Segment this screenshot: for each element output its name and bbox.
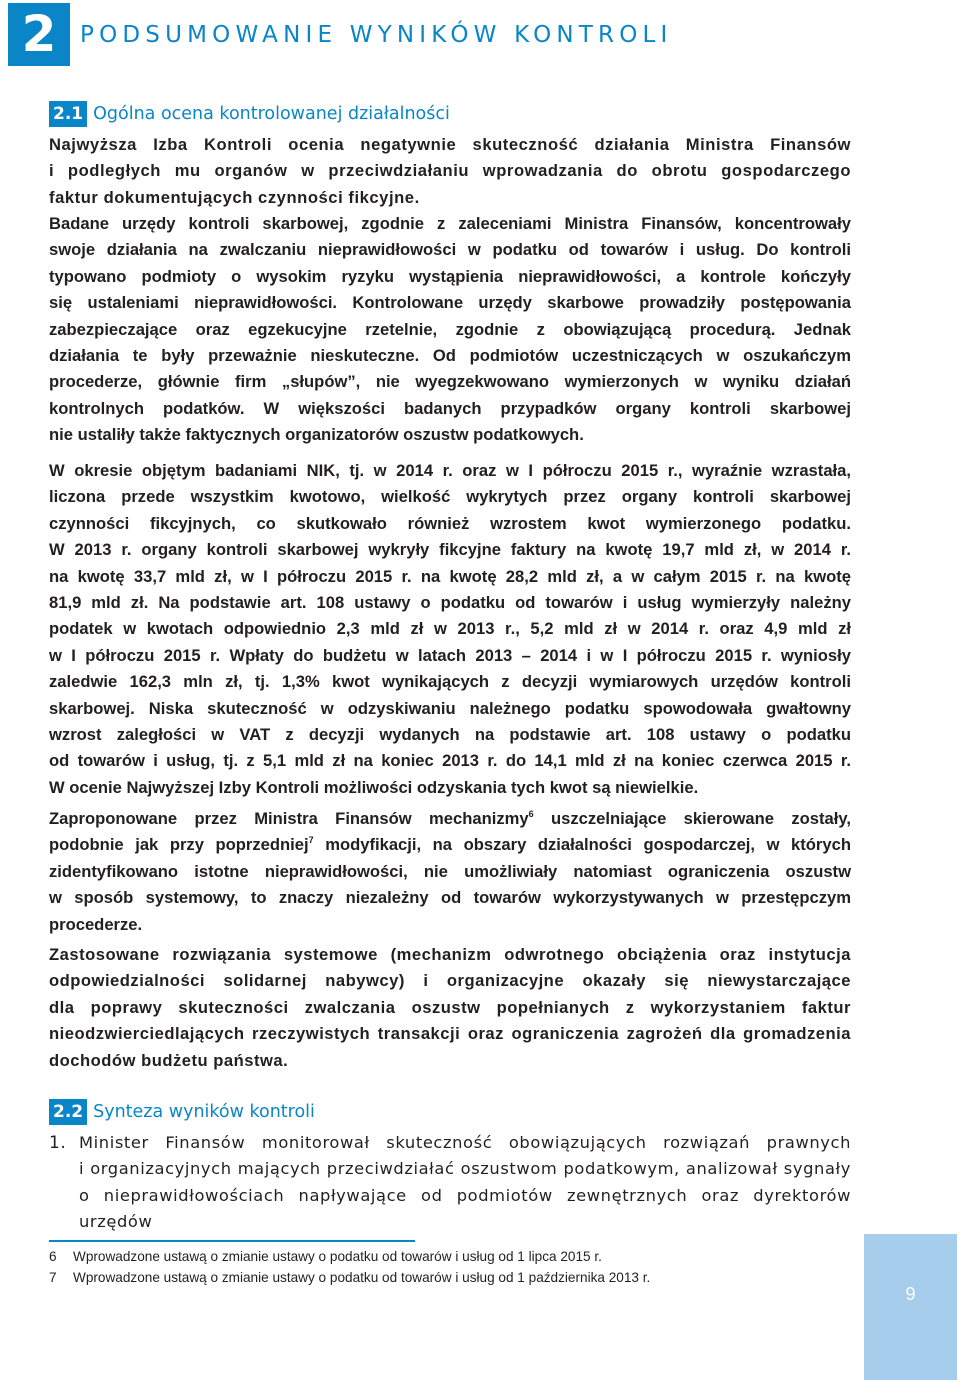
section-title: Synteza wyników kontroli: [93, 1102, 315, 1122]
section-number: 2.2: [49, 1099, 87, 1125]
text-line: procederze, głównie firm „słupów”, nie wyegzekwowano wymierzonych w wyniku działań: [49, 372, 851, 392]
text-line: typowano podmioty o wysokim ryzyku wystąpienia nieprawidłowości, a kontrole kończyły: [49, 266, 851, 286]
text-line: działania te były przeważnie nieskuteczne. Od podmiotów uczestniczących w oszukańczym: [49, 346, 851, 366]
text-line: skarbowej. Niska skuteczność w odzyskiwaniu należnego podatku spowodowała gwałtowny: [49, 698, 851, 718]
text-line: podatek w kwotach odpowiednio 2,3 mld zł w 2013 r., 5,2 mld zł w 2014 r. oraz 4,9 mld zł: [49, 619, 851, 639]
text-line: odpowiedzialności solidarnej nabywcy) i organizacyjne okazały się niewystarczające: [49, 971, 851, 991]
text-line: dochodów budżetu państwa.: [49, 1050, 289, 1070]
footnote-divider: [49, 1240, 415, 1242]
chapter-title: PODSUMOWANIE WYNIKÓW KONTROLI: [80, 22, 673, 48]
text-line: kontrolnych podatków. W większości badanych przypadków organy kontroli skarbowej: [49, 398, 851, 418]
text-line: Minister Finansów monitorował skuteczność obowiązujących rozwiązań prawnych: [79, 1133, 851, 1152]
paragraph-overall-assessment: [49, 132, 851, 211]
footnote-6: [49, 1249, 602, 1264]
footnote-number: 6: [49, 1249, 57, 1264]
text-line: się ustaleniami nieprawidłowości. Kontrolowane urzędy skarbowe prowadziły postępowania: [49, 293, 851, 313]
text-line: [49, 806, 851, 832]
section-heading-2-2: [49, 1099, 315, 1125]
text-line: w I półroczu 2015 r. Wpłaty do budżetu w latach 2013 – 2014 i w I półroczu 2015 r. wyniosły: [49, 645, 851, 665]
footnote-text: Wprowadzone ustawą o zmianie ustawy o podatku od towarów i usług od 1 października 2013 r.: [73, 1270, 651, 1285]
text-line: W ocenie Najwyższej Izby Kontroli możliwości odzyskania tych kwot są niewielkie.: [49, 777, 699, 797]
section-title: Ogólna ocena kontrolowanej działalności: [93, 104, 450, 124]
text-line: i organizacyjnych mających przeciwdziałać oszustwom podatkowym, analizował sygnały: [79, 1159, 851, 1179]
section-number: 2.1: [49, 101, 87, 127]
text-fragment: uszczelniające skierowane zostały,: [551, 809, 851, 828]
text-line: liczona przede wszystkim kwotowo, wielkość wykrytych przez organy kontroli skarbowej: [49, 487, 851, 507]
text-line: czynności fikcyjnych, co skutkowało również wzrostem kwot wymierzonego podatku.: [49, 513, 851, 533]
footnote-ref[interactable]: 6: [528, 809, 534, 819]
section-heading-2-1: [49, 101, 450, 127]
text-line: zidentyfikowano istotne nieprawidłowości, nie umożliwiały natomiast ograniczenia oszustw: [49, 861, 851, 881]
text-line: zabezpieczające oraz egzekucyjne rzetelnie, zgodnie z obowiązującą procedurą. Jednak: [49, 319, 851, 339]
footnote-number: 7: [49, 1270, 57, 1285]
text-line: w sposób systemowy, to znaczy niezależny od towarów wykorzystywanych w przestępczym: [49, 888, 851, 908]
chapter-number-box: 2: [8, 3, 70, 66]
page-number-box: [864, 1234, 957, 1380]
text-line: W 2013 r. organy kontroli skarbowej wykryły fikcyjne faktury na kwotę 19,7 mld zł, w 2014 r.: [49, 540, 851, 560]
footnote-ref[interactable]: 7: [308, 835, 314, 846]
footnote-text: Wprowadzone ustawą o zmianie ustawy o podatku od towarów i usług od 1 lipca 2015 r.: [73, 1249, 602, 1264]
text-line: Zastosowane rozwiązania systemowe (mechanizm odwrotnego obciążenia oraz instytucja: [49, 945, 851, 964]
text-line: na kwotę 33,7 mld zł, w I półroczu 2015 r. na kwotę 28,2 mld zł, a w całym 2015 r. na kwotę: [49, 566, 851, 586]
list-item-1: [49, 1130, 851, 1236]
text-line: zaledwie 162,3 mln zł, tj. 1,3% kwot wynikających z decyzji wymiarowych urzędów kontroli: [49, 672, 851, 692]
text-line: nieodzwierciedlających rzeczywistych transakcji oraz ograniczenia zagrożeń dla gromadzenia: [49, 1024, 851, 1044]
text-line: o nieprawidłowościach napływające od podmiotów zewnętrznych oraz dyrektorów urzędów: [79, 1185, 851, 1232]
text-line: od towarów i usług, tj. z 5,1 mld zł na koniec 2013 r. do 14,1 mld zł na koniec czerwca 2015 r.: [49, 751, 851, 771]
text-fragment: podobnie jak przy poprzedniej: [49, 835, 309, 855]
paragraph-systemic-solutions: [49, 942, 851, 1074]
text-line: Najwyższa Izba Kontroli ocenia negatywnie skuteczność działania Ministra Finansów: [49, 135, 851, 154]
list-item-number: 1.: [49, 1133, 67, 1153]
paragraph-tax-offices: [49, 211, 851, 449]
footnote-7: [49, 1270, 650, 1285]
text-line: faktur dokumentujących czynności fikcyjne.: [49, 187, 420, 207]
text-line: procederze.: [49, 914, 143, 934]
text-line: i podległych mu organów w przeciwdziałaniu wprowadzania do obrotu gospodarczego: [49, 161, 851, 181]
text-line: Badane urzędy kontroli skarbowej, zgodnie z zaleceniami Ministra Finansów, koncentrowały: [49, 214, 851, 233]
page-number: 9: [905, 1284, 916, 1304]
text-line: [49, 832, 851, 858]
text-fragment: modyfikacji, na obszary działalności gospodarczej, w których: [325, 835, 851, 855]
text-line: wzrost zaległości w VAT z decyzji wydanych na podstawie art. 108 ustawy o podatku: [49, 725, 851, 745]
text-line: 81,9 mld zł. Na podstawie art. 108 ustawy o podatku od towarów i usług wymierzyły należny: [49, 593, 851, 613]
text-line: dla poprawy skuteczności zwalczania oszustw popełnianych z wykorzystaniem faktur: [49, 997, 851, 1017]
text-line: W okresie objętym badaniami NIK, tj. w 2014 r. oraz w I półroczu 2015 r., wyraźnie wzrastała,: [49, 461, 851, 480]
text-line: nie ustaliły także faktycznych organizatorów oszustw podatkowych.: [49, 425, 584, 445]
paragraph-figures: [49, 458, 851, 801]
paragraph-mechanisms: [49, 806, 851, 938]
text-fragment: Zaproponowane przez Ministra Finansów mechanizmy: [49, 809, 529, 828]
text-line: swoje działania na zwalczaniu nieprawidłowości w podatku od towarów i usług. Do kontroli: [49, 240, 851, 260]
